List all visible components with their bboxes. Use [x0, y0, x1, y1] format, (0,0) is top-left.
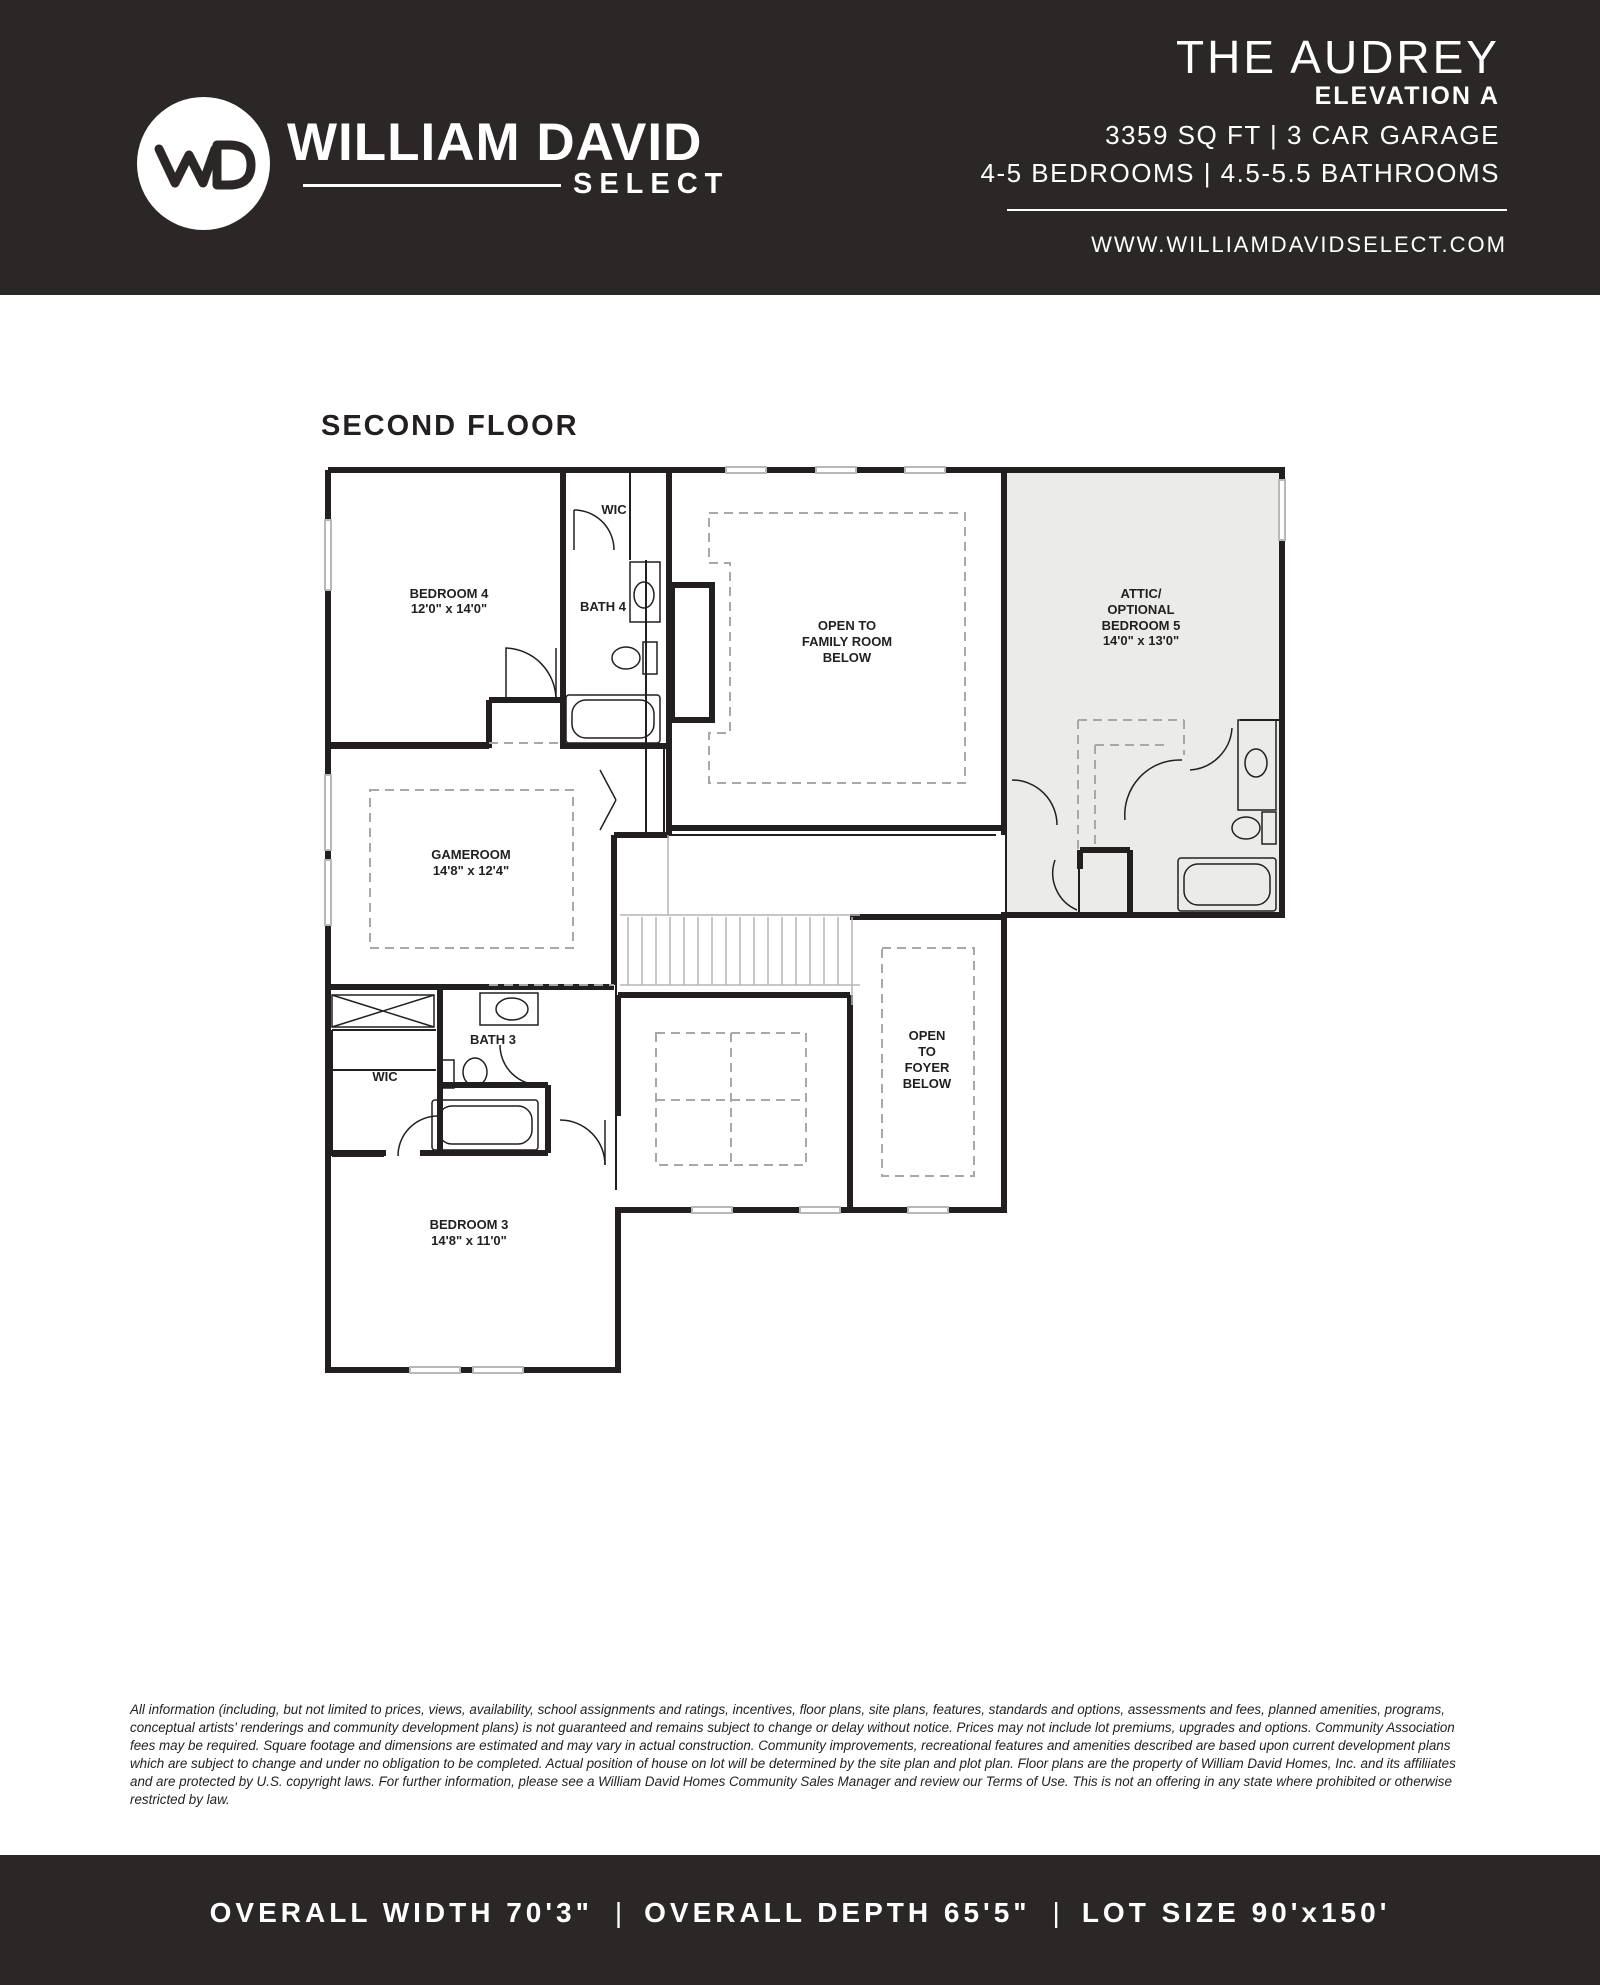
plan-beds-baths: 4-5 BEDROOMS | 4.5-5.5 BATHROOMS	[980, 158, 1500, 188]
bath3-label: BATH 3	[470, 1032, 516, 1047]
attic-label-1: ATTIC/	[1120, 586, 1162, 601]
attic-label-3: BEDROOM 5	[1101, 618, 1181, 633]
lot-size: LOT SIZE 90'x150'	[1081, 1897, 1391, 1928]
overall-depth: OVERALL DEPTH 65'5"	[644, 1897, 1031, 1928]
bedroom3-dims: 14'8" x 11'0"	[431, 1233, 507, 1248]
website-link[interactable]: WWW.WILLIAMDAVIDSELECT.COM	[1091, 232, 1507, 257]
open-foyer-label-4: BELOW	[902, 1076, 952, 1091]
attic-area	[1004, 473, 1282, 915]
footer-dimensions	[0, 1897, 1600, 1929]
plan-sqft-garage: 3359 SQ FT | 3 CAR GARAGE	[1105, 120, 1500, 150]
overall-width: OVERALL WIDTH 70'3"	[209, 1897, 593, 1928]
floor-title: SECOND FLOOR	[321, 410, 579, 442]
gameroom-label: GAMEROOM	[431, 847, 511, 862]
brand-name: WILLIAM DAVID	[287, 113, 703, 172]
footer-separator: |	[614, 1897, 623, 1928]
footer-separator: |	[1052, 1897, 1060, 1928]
wic-bottom-label: WIC	[372, 1069, 398, 1084]
brand-subtitle: SELECT	[573, 168, 730, 200]
wic-top-label: WIC	[601, 502, 627, 517]
bedroom3-label: BEDROOM 3	[429, 1217, 509, 1232]
open-foyer-label-3: FOYER	[904, 1060, 950, 1075]
plan-name: THE AUDREY	[1176, 31, 1500, 83]
open-family-label-1: OPEN TO	[817, 618, 877, 633]
open-family-label-3: BELOW	[822, 650, 872, 665]
gameroom-dims: 14'8" x 12'4"	[432, 863, 510, 878]
bath4-label: BATH 4	[580, 599, 626, 614]
attic-label-2: OPTIONAL	[1107, 602, 1175, 617]
open-family-label-2: FAMILY ROOM	[801, 634, 893, 649]
bedroom4-label: BEDROOM 4	[409, 586, 489, 601]
plan-elevation: ELEVATION A	[1314, 82, 1500, 110]
open-foyer-label-1: OPEN	[908, 1028, 946, 1043]
attic-dims: 14'0" x 13'0"	[1102, 633, 1180, 648]
open-foyer-label-2: TO	[918, 1044, 936, 1059]
bedroom4-dims: 12'0" x 14'0"	[410, 601, 488, 616]
legal-disclaimer: All information (including, but not limited to prices, views, availability, school assignments and ratings, incentives, floor plans, site plans, features, standards and options, assessments and fees, planned amenities, programs, conceptual artists' renderings and community development plans) is not guaranteed and remains subject to change or delay without notice. Prices may not include lot premiums, upgrades and options. Community Association fees may be required. Square footage and dimensions are estimated and may vary in actual construction. Community improvements, recreational features and amenities described are based upon current development plans which are subject to change and under no obligation to be completed. Actual position of house on lot will be determined by the site plan and plot plan. Floor plans are the property of William David Homes, Inc. and its affiliiates and are protected by U.S. copyright laws. For further information, please see a William David Homes Community Sales Manager and review our Terms of Use. This is not an offering in any state where prohibited or otherwise restricted by law.	[130, 1702, 1456, 1807]
